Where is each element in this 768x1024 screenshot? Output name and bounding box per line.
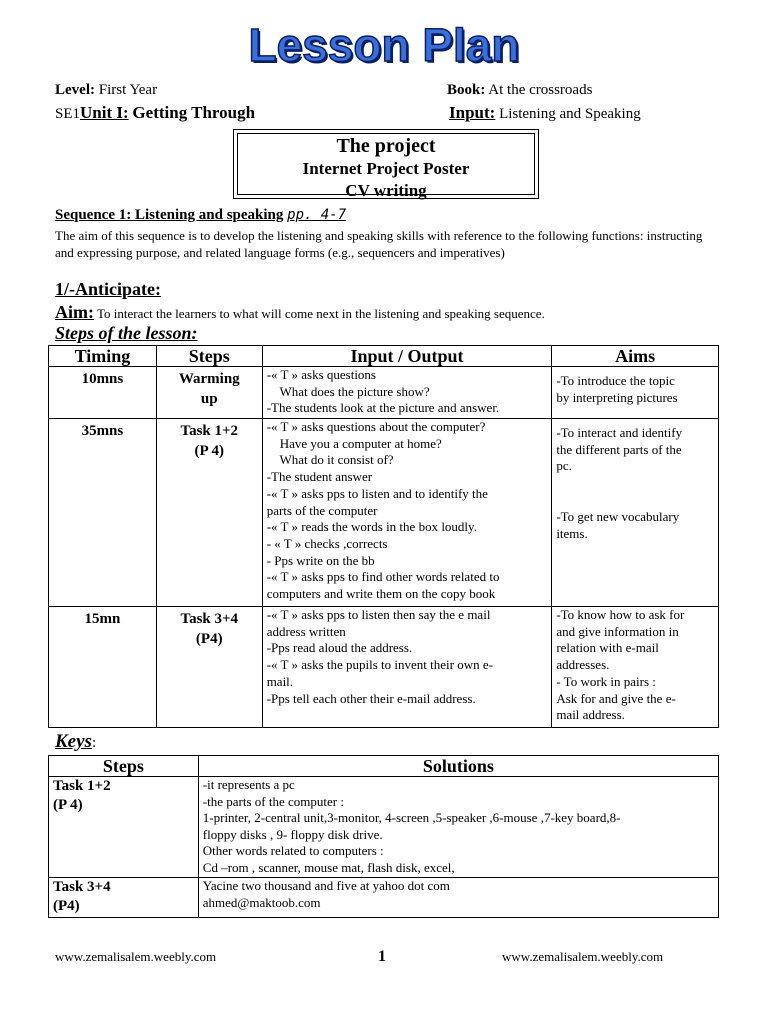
io-line: -The student answer [266,469,373,485]
io-cell [262,607,552,728]
solution-line: floppy disks , 9- floppy disk drive. [202,826,383,842]
steps-cell [156,367,262,419]
solutions-cell [198,777,718,878]
io-line: parts of the computer [266,502,378,518]
book-label: Book: [447,82,486,98]
solution-line: Cd –rom , scanner, mouse mat, flash disk, excel, [202,859,455,875]
solution-line: -the parts of the computer : [202,793,344,809]
io-line: -« T » asks pps to find other words related to [266,569,500,585]
lesson-table [48,345,719,728]
step-line: (P4) [195,631,223,647]
solution-line: 1-printer, 2-central unit,3-monitor, 4-screen ,5-speaker ,6-mouse ,7-key board,8- [202,810,621,826]
solutions-cell [198,878,718,918]
table-row [49,878,719,918]
io-line: Have you a computer at home? [266,435,442,451]
sequence-description: The aim of this sequence is to develop the listening and speaking skills with reference to the following functions: instructing and expressing purpose, and related language forms (e.g., sequencers and imperatives) [55,228,703,260]
aim-label: Aim: [55,302,94,322]
keys-colon: : [91,735,97,751]
io-line: -The students look at the picture and answer. [266,400,500,416]
io-line: What do it consist of? [266,452,394,468]
io-line: -« T » asks pps to listen then say the e mail [266,607,491,622]
aims-cell [552,419,719,607]
io-line: -Pps read aloud the address. [266,640,413,656]
io-line: What does the picture show? [266,383,430,399]
page-number: 1 [378,948,386,965]
aim-line: -To get new vocabulary [556,509,680,525]
keys-step-cell [49,777,199,878]
sequence-pages: pp. 4-7 [287,207,347,223]
steps-cell [156,607,262,728]
io-line: - « T » checks ,corrects [266,535,388,551]
solution-line: ahmed@maktoob.com [202,894,321,910]
aim-line: addresses. [556,657,610,673]
io-line: -« T » asks the pupils to invent their own e- [266,657,493,673]
input-value: Listening and Speaking [499,106,641,122]
table-row [49,367,719,419]
io-line: address written [266,623,346,639]
book-line [447,82,592,99]
io-line: -« T » asks questions about the computer? [266,419,486,434]
footer-left-url: www.zemalisalem.weebly.com [55,949,217,964]
io-line: -« T » asks questions [266,367,376,382]
project-subtitle: Internet Project Poster [302,159,470,178]
aims-cell [552,607,719,728]
io-line: - Pps write on the bb [266,552,375,568]
lesson-table-header [49,346,719,367]
aim-line: Ask for and give the e- [556,690,676,706]
unit-label: Unit I: [80,103,129,122]
project-box [233,129,539,199]
keys-label: Keys [55,731,92,752]
io-cell [262,419,552,607]
step-line: up [200,391,218,407]
solution-line: -it represents a pc [202,777,295,792]
io-line: -« T » asks pps to listen and to identify the [266,485,488,501]
io-line: -« T » reads the words in the box loudly. [266,519,477,535]
header-input-output: Input / Output [262,346,552,367]
timing-cell: 15mn [49,607,157,728]
keys-heading [55,731,96,753]
header-steps: Steps [156,346,262,367]
io-line: computers and write them on the copy book [266,586,496,602]
header-aims: Aims [552,346,719,367]
table-row [49,419,719,607]
aims-cell [552,367,719,419]
keys-step-cell [49,878,199,918]
step-line: Task 1+2 [180,423,239,439]
table-row [49,607,719,728]
step-line: Task 3+4 [53,879,111,895]
se-prefix: SE1 [55,106,81,122]
level-line [55,82,157,99]
aim-line: relation with e-mail [556,640,659,656]
unit-value: Getting Through [132,103,256,122]
keys-header-solutions: Solutions [198,756,718,777]
solution-line: Yacine two thousand and five at yahoo dot com [202,878,450,893]
aim-line: the different parts of the [556,441,682,457]
input-line [449,103,641,123]
solution-line: Other words related to computers : [202,843,384,859]
aim-line: -To introduce the topic [556,373,675,388]
sequence-heading [55,207,346,224]
io-line: mail. [266,673,294,689]
input-label: Input: [449,103,496,122]
step-line: (P 4) [194,443,225,459]
io-cell [262,367,552,419]
step-line: Task 3+4 [180,611,239,627]
level-label: Level: [55,82,95,98]
aim-line: mail address. [556,707,625,723]
aim-line: -To know how to ask for [556,607,685,622]
steps-heading: Steps of the lesson: [55,323,198,343]
unit-line [55,103,255,123]
keys-table [48,755,719,918]
timing-cell: 35mns [49,419,157,607]
step-line: (P 4) [53,797,83,813]
anticipate-heading: 1/-Anticipate: [55,279,161,299]
project-title: The project [336,135,436,157]
level-value: First Year [98,82,158,98]
aim-line [55,302,545,323]
aim-line: pc. [556,458,572,474]
aim-line: - To work in pairs : [556,673,656,689]
step-line: Warming [178,371,240,387]
table-row [49,777,719,878]
aim-text: To interact the learners to what will come next in the listening and speaking sequence. [97,306,545,321]
aim-line: and give information in [556,623,679,639]
aim-line: -To interact and identify [556,425,683,440]
io-line: -Pps tell each other their e-mail address. [266,690,476,706]
keys-header-steps: Steps [49,756,199,777]
step-line: (P4) [53,898,80,914]
page-title: Lesson Plan [248,19,520,71]
project-cv: CV writing [345,181,427,200]
sequence-title: Sequence 1: Listening and speaking [55,207,284,223]
aim-spacer [556,475,714,509]
steps-cell [156,419,262,607]
aim-line: items. [556,525,588,541]
aim-line: by interpreting pictures [556,389,678,405]
keys-table-header [49,756,719,777]
header-timing: Timing [49,346,157,367]
step-line: Task 1+2 [53,778,111,794]
book-value: At the crossroads [488,82,593,98]
timing-cell: 10mns [49,367,157,419]
footer-right-url: www.zemalisalem.weebly.com [502,949,664,964]
